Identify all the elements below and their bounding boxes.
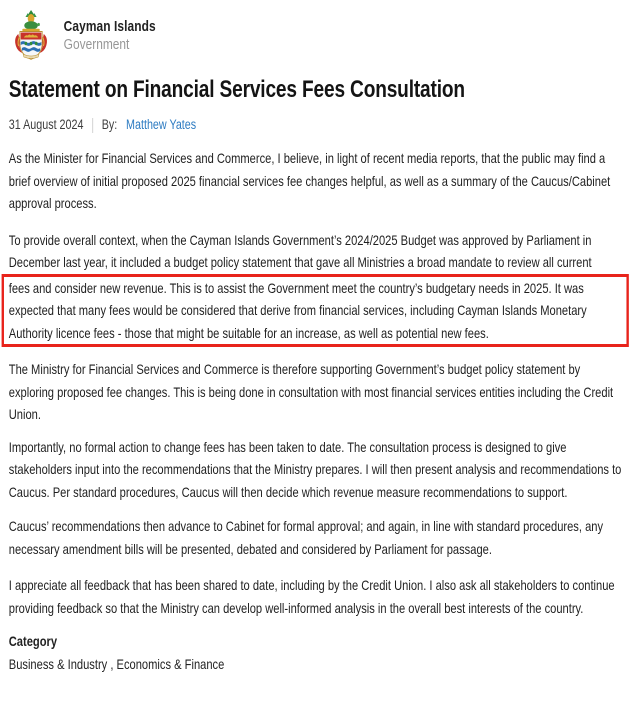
category-value: Business & Industry , Economics & Finance [8, 656, 225, 672]
org-subtitle: Government [63, 35, 130, 53]
article-paragraph [9, 229, 622, 348]
page-title: Statement on Financial Services Fees Consultation [8, 76, 465, 103]
highlight-box [2, 274, 629, 348]
article-paragraph: As the Minister for Financial Services and Commerce, I believe, in light of recent media reports, that the public may find a brief overview of initial proposed 2025 financial services fee changes helpful, as well as a summary of the Caucus/Cabinet approval process. [8, 150, 611, 211]
cayman-coat-of-arms-icon [9, 10, 54, 60]
site-masthead [9, 10, 622, 60]
article-meta [9, 116, 622, 134]
org-wordmark [64, 18, 156, 53]
org-name: Cayman Islands [63, 17, 156, 35]
byline-label: By: [101, 117, 118, 132]
category-label: Category [8, 633, 58, 649]
meta-divider [92, 118, 93, 133]
highlighted-text: fees and consider new revenue. This is to assist the Government meet the country’s budgetary needs in 2025. It was expected that many fees would be considered that derive from financial services, including Cayman Islands Monetary Authority licence fees - those that might be suitable for an increase, as well as potential new fees. [8, 279, 587, 341]
article-paragraph: The Ministry for Financial Services and Commerce is therefore supporting Government’s budget policy statement by exploring proposed fee changes. This is being done in consultation with most financial services entities including the Credit Union. [8, 361, 614, 422]
publish-date: 31 August 2024 [8, 117, 84, 132]
article-paragraph: I appreciate all feedback that has been shared to date, including by the Credit Union. I also ask all stakeholders to continue providing feedback so that the Ministry can develop well-informed analysis in the overall best interests of the country. [8, 577, 615, 616]
author-link[interactable]: Matthew Yates [126, 117, 197, 132]
paragraph-intro-text: To provide overall context, when the Cayman Islands Government’s 2024/2025 Budget was approved by Parliament in December last year, it included a budget policy statement that gave all Ministries a broad mandate to review all current [8, 231, 592, 270]
article-paragraph: Importantly, no formal action to change fees has been taken to date. The consultation process is designed to give stakeholders input into the recommendations that the Ministry prepares. I will then present analysis and recommendations to Caucus. Per standard procedures, Caucus will then decide which revenue measure recommendations to support. [8, 438, 622, 500]
article-paragraph: Caucus’ recommendations then advance to Cabinet for formal approval; and again, in line with standard procedures, any necessary amendment bills will be presented, debated and considered by Parliament for passage. [8, 518, 604, 557]
